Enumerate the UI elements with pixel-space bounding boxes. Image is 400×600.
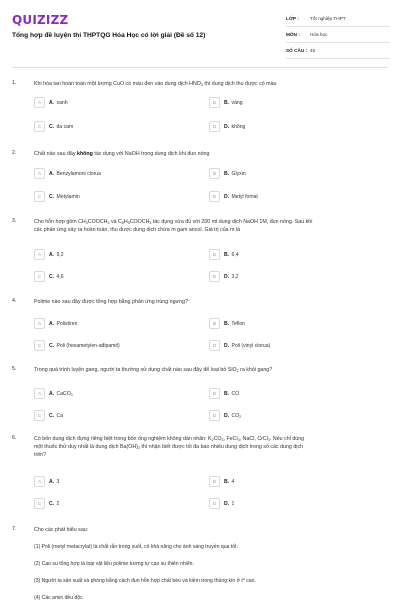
option-b[interactable]: B B. 6,4: [209, 248, 371, 261]
header-divider: [12, 67, 388, 68]
option-d[interactable]: D D. Metyl fomat: [209, 190, 371, 203]
option-d[interactable]: D D. 3,2: [209, 270, 371, 283]
question-number: 4.: [12, 298, 17, 304]
question-text: Có bốn dung dịch đựng riêng biệt trong bốn ống nghiệm không dán nhãn: $K_2CO_3$, FeCl$_3$, NaCl, CrCl$_3$. Nếu chỉ dùng một thuốc thử duy nhất là dung dịch $Ba(OH)_2$ thì nhận biết được tối đa bao nhiêu dung dịch trong số các dung dịch trên?: [34, 436, 305, 458]
option-c[interactable]: C C. Ca: [34, 409, 196, 422]
option-c[interactable]: C C. 2: [34, 497, 196, 510]
document-meta: [286, 11, 390, 59]
meta-value: Tốt nghiệp THPT: [310, 16, 346, 21]
question-number: 7.: [12, 526, 17, 532]
statement-2: (2) Cao su tổng hợp là loại vật liệu polime tương tự cao su thiên nhiên.: [34, 561, 194, 567]
statement-4: (4) Các amin đều độc.: [34, 595, 85, 600]
question-text: Trong quá trình luyện gang, người ta thường sử dụng chất nào sau đây để loại bỏ SiO$_2$ ra khỏi gang?: [34, 367, 273, 373]
meta-row-subject: [286, 27, 390, 43]
question-number: 3.: [12, 218, 17, 224]
option-b[interactable]: B B. CO: [209, 387, 371, 400]
option-a[interactable]: A A. 3: [34, 475, 196, 488]
meta-value: Hóa học: [310, 32, 328, 37]
question-number: 6.: [12, 435, 17, 441]
question-7: [12, 526, 388, 600]
option-c[interactable]: C C. da cam: [34, 120, 196, 133]
option-a[interactable]: A A. 9,2: [34, 248, 196, 261]
option-c[interactable]: C C. Metylamin: [34, 190, 196, 203]
option-d[interactable]: D D. không: [209, 120, 371, 133]
question-text: Cho các phát biểu sau:: [34, 527, 89, 533]
option-a[interactable]: A A. xanh: [34, 96, 196, 109]
option-b[interactable]: B B. Teflon: [209, 317, 371, 330]
meta-value: 40: [310, 48, 316, 53]
meta-label: SỐ CÂU :: [286, 48, 308, 53]
document-header: [0, 0, 400, 66]
option-d[interactable]: D D. Poli (vinyl clorua): [209, 339, 371, 352]
document-title: Tổng hợp đề luyện thi THPTQG Hóa Học có lời giải (Đề số 12): [12, 32, 206, 39]
question-text: Cho hỗn hợp gồm $CH_3COOCH_3$ và $C_6H_5COOCH_3$ tác dụng vừa đủ với 200 ml dung dịch NaOH 1M, đun nóng. Sau khi các phản ứng xảy ra hoàn toàn, thu được dung dịch chứa m gam ancol. Giá trị của m là: [34, 219, 313, 233]
question-number: 1.: [12, 80, 17, 86]
option-b[interactable]: B B. 4: [209, 475, 371, 488]
option-a[interactable]: A A. Polistiren: [34, 317, 196, 330]
meta-row-count: [286, 43, 390, 59]
question-text: Chất nào sau đây không tác dụng với NaOH trong dung dịch khi đun nóng: [34, 151, 210, 157]
meta-row-class: [286, 11, 390, 27]
option-d[interactable]: D D. 1: [209, 497, 371, 510]
option-b[interactable]: B B. vàng: [209, 96, 371, 109]
meta-label: MÔN :: [286, 32, 300, 37]
statement-3: (3) Người ta sản xuất xà phòng bằng cách đun hỗn hợp chất béo và kiềm trong thùng kín ở $t^o$ cao.: [34, 577, 256, 584]
question-text: Khi hòa tan hoàn toàn một lượng CuO có màu đen vào dung dịch $HNO_3$ thì dung dịch thu được có màu: [34, 81, 277, 87]
question-number: 2.: [12, 150, 17, 156]
quizizz-logo: QUIZIZZ: [12, 13, 69, 27]
option-d[interactable]: D D. $CO_2$: [209, 409, 371, 422]
option-b[interactable]: B B. Glyxin: [209, 167, 371, 180]
statement-1: (1) Poli (metyl metacrylat) là chất rắn trong suốt, có khả năng cho ánh sáng truyền qua tốt.: [34, 544, 238, 550]
option-c[interactable]: C C. 4,6: [34, 270, 196, 283]
question-number: 5.: [12, 366, 17, 372]
option-a[interactable]: A A. Benzylamoni clorua: [34, 167, 196, 180]
meta-label: LỚP :: [286, 16, 299, 21]
option-c[interactable]: C C. Poli (hexametylen-ađipamit): [34, 339, 196, 352]
option-a[interactable]: A A. CaCO$_3$: [34, 387, 196, 400]
question-text: Polime nào sau đây được tổng hợp bằng phản ứng trùng ngưng?: [34, 299, 188, 305]
